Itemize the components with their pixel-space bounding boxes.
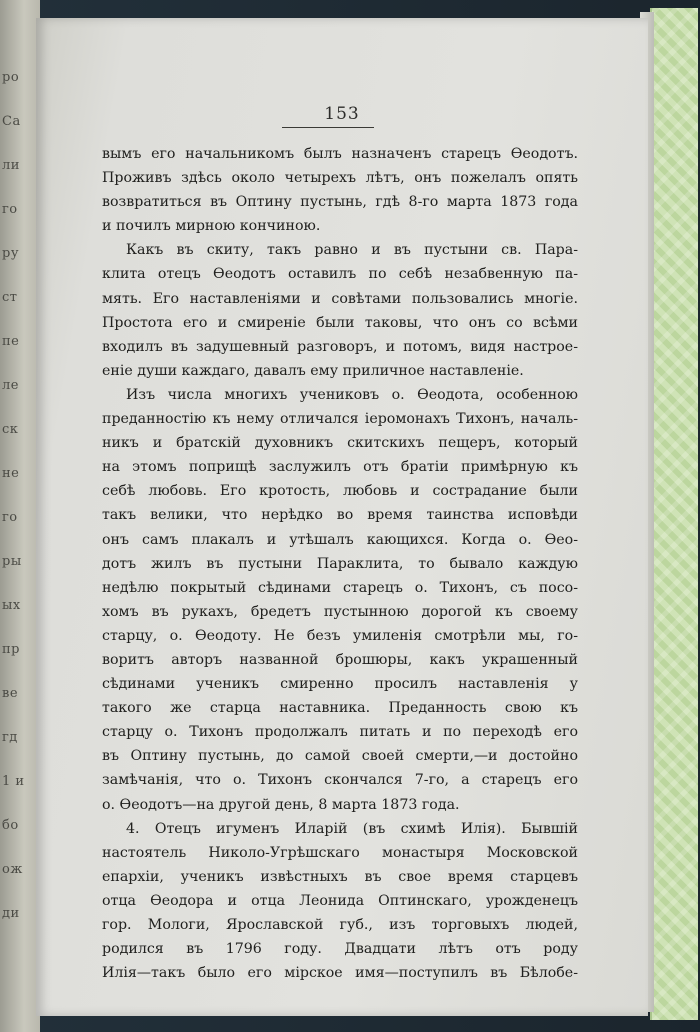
facing-page-text-fragment: ры	[2, 554, 22, 569]
text-line: Какъ въ скиту, такъ равно и въ пустыни св. Пара-	[126, 242, 578, 259]
facing-page-text-fragment: ых	[2, 598, 21, 613]
text-line: родился въ 1796 году. Двадцати лѣтъ отъ роду	[102, 941, 578, 958]
facing-page-text-fragment: гд	[2, 730, 18, 745]
page-number: 153	[324, 104, 360, 124]
text-line: сѣдинами ученикъ смиренно просилъ наставленiя у	[102, 676, 578, 693]
text-line: 4. Отецъ игуменъ Иларiй (въ схимѣ Илiя). Бывшiй	[126, 820, 578, 837]
text-line: входилъ въ задушевный разговоръ, и потомъ, видя настрое-	[102, 338, 578, 355]
facing-page-text-fragment: бо	[2, 818, 19, 833]
facing-page-text-fragment: ве	[2, 686, 19, 701]
text-line: Илiя—такъ было его мiрское имя—поступилъ въ Бѣлобе-	[102, 965, 578, 982]
facing-page-text-fragment: ст	[2, 290, 18, 305]
text-line: никъ и братскiй духовникъ скитскихъ пещеръ, который	[102, 435, 578, 452]
text-line: недѣлю покрытый сѣдинами старецъ о. Тихонъ, съ посо-	[102, 579, 578, 596]
facing-page-text-fragment: ди	[2, 906, 20, 921]
text-line: старцу о. Тихонъ продолжалъ питать и по переходѣ его	[102, 724, 578, 741]
text-line: онъ самъ плакалъ и утѣшалъ кающихся. Когда о. Ѳео-	[102, 531, 578, 548]
facing-page-text-fragment: Са	[2, 114, 21, 129]
facing-page-text-fragment: ск	[2, 422, 19, 437]
body-text	[102, 142, 578, 985]
text-line: воритъ авторъ названной брошюры, какъ украшенный	[102, 651, 578, 668]
text-line: мять. Его наставленiями и совѣтами пользовались многiе.	[102, 290, 578, 307]
facing-page-text-fragment: ро	[2, 70, 20, 85]
text-line: клита отецъ Ѳеодотъ оставилъ по себѣ незабвенную па-	[102, 266, 578, 283]
text-line: гор. Мологи, Ярославской губ., изъ торговыхъ людей,	[102, 917, 578, 933]
text-line: епархiи, ученикъ извѣстныхъ въ свое время старцевъ	[102, 868, 578, 885]
text-line: такъ велики, что нерѣдко во время таинства исповѣди	[102, 507, 578, 524]
facing-page-edge	[0, 0, 40, 1032]
facing-page-text-fragment: пе	[2, 334, 20, 349]
text-line: дотъ жилъ въ пустыни Параклита, то бывало каждую	[102, 555, 578, 572]
text-line: вымъ его начальникомъ былъ назначенъ старецъ Ѳеодотъ.	[102, 146, 578, 162]
text-line: хомъ въ рукахъ, бредетъ пустынною дорогой къ своему	[102, 603, 578, 620]
book-cover-edge	[650, 8, 698, 1020]
text-line: Простота его и смиренiе были таковы, что онъ со всѣми	[102, 314, 578, 331]
text-line: себѣ любовь. Его кротость, любовь и сострадание были	[102, 483, 578, 500]
text-line: енiе души каждаго, давалъ ему приличное наставленiе.	[102, 362, 524, 379]
text-line: въ Оптину пустынь, до самой своей смерти,—и достойно	[102, 748, 578, 765]
text-line: старцу, о. Ѳеодоту. Не безъ умиленiя смотрѣли мы, го-	[102, 627, 578, 644]
facing-page-text-fragment: не	[2, 466, 20, 481]
text-line: Проживъ здѣсь около четырехъ лѣтъ, онъ пожелалъ опять	[102, 170, 578, 187]
book-page	[36, 18, 648, 1016]
text-line: преданностiю къ нему отличался iеромонахъ Тихонъ, началь-	[102, 411, 578, 428]
text-line: Изъ числа многихъ учениковъ о. Ѳеодота, особенною	[126, 386, 578, 403]
facing-page-text-fragment: ли	[2, 158, 20, 173]
facing-page-text-fragment: 1 и	[2, 774, 25, 789]
text-line: о. Ѳеодотъ—на другой день, 8 марта 1873 года.	[102, 796, 460, 813]
text-line: на этомъ поприщѣ заслужилъ отъ братiи примѣрную къ	[102, 459, 578, 476]
text-line: возвратиться въ Оптину пустынь, гдѣ 8-го марта 1873 года	[102, 194, 578, 211]
facing-page-text-fragment: го	[2, 510, 18, 525]
facing-page-text-fragment: ож	[2, 862, 23, 877]
facing-page-text-fragment: ле	[2, 378, 19, 393]
text-line: настоятель Николо-Угрѣшскаго монастыря Московской	[102, 844, 578, 861]
facing-page-text-fragment: пр	[2, 642, 20, 657]
text-line: отца Ѳеодора и отца Леонида Оптинскаго, урожденецъ	[102, 892, 578, 909]
text-line: и почилъ мирною кончиною.	[102, 218, 321, 235]
page-number-rule	[282, 127, 374, 128]
facing-page-text-fragment: ру	[2, 246, 19, 261]
facing-page-text-fragment: го	[2, 202, 18, 217]
text-line: замѣчанiя, что о. Тихонъ скончался 7-го, а старецъ его	[102, 772, 578, 789]
text-line: такого же старца наставника. Преданность свою къ	[102, 700, 578, 717]
